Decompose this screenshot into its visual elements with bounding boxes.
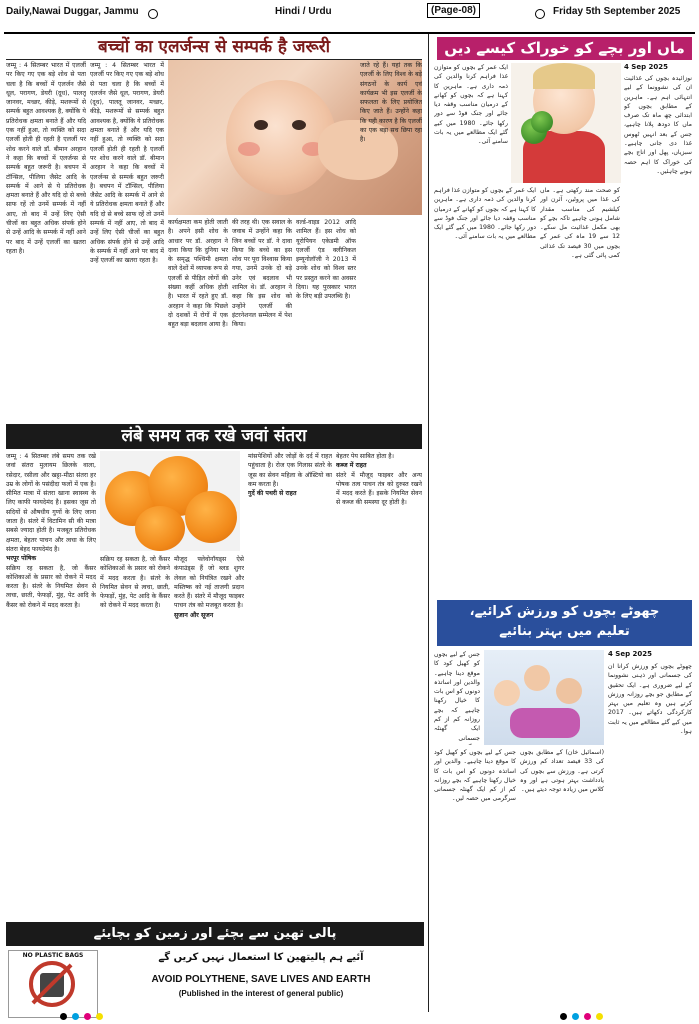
orange-col-5-more: संतरे में मौजूद फाइबर और अन्य पोषक तत्व पाचन तंत्र को दुरुस्त रखने में मदद करते हैं। इसके नियमित सेवन से कब्ज की समस्या दूर होती है। (336, 471, 422, 507)
allergy-col-1b: जम्मू : 4 सितम्बर भारत में एलर्जी पर किए गए एक बड़े शोध से पता चला है कि बच्चों में एलर्जन जैसे धूल, परागण, डेयरी (दूध), पालतू जानवर, मच्छर, कीड़े, मशरूमों से सम्पर्क बहुत आवश्यक है, क्योंकि ये प्रतिरोधक क्षमता बनाते हैं और यदि एक नहीं हुआ, तो व्यक्ति को सदा एलर्जी होती ही रहती है एलर्जी पर शोध करने वाले डॉ. बीमान अरहान ने कहा कि बच्चों में एलर्जन्स से सम्पर्क बहुत जरूरी है। बचपन में टॉन्सिल, पीलिया जैसेट आदि के सम्पर्क में आने से ये प्रतिरोधक क्षमता बनाते हैं और यदि दो से बच्चे साफ रहें तो उनमें सम्पर्क में नहीं आए, तो बाद में उन्हें लिए ऐसी चीजों का बहुत अधिक संपर्क होने से उन्हें आदि के सम्पर्क में नहीं आने पर बाद में उन्हें एलर्जी का खतरा रहता है। (90, 62, 164, 265)
exercise-headline-line-2: تعلیم میں بہتر بنائیے (499, 624, 630, 639)
exercise-headline-line-1: چھوٹے بچوں کو ورزش کرائیے، (469, 604, 660, 619)
orange-photo (100, 451, 240, 551)
orange-segment-shape (135, 506, 185, 551)
orange-col-5 (336, 452, 422, 920)
magenta-swatch (84, 1013, 91, 1020)
orange-col-3-text: मौजूद फ्लेवोनॉयड्स ऐसे कंपाउंड्स हैं जो ब्लड शुगर लेवल को नियंत्रित रखने और मस्तिष्क को नई ताजगी प्रदान करते हैं। संतरे में मौजूद फाइबर पाचन तंत्र को मजबूत करता है। (174, 556, 244, 610)
allergy-col-2: कार्यक्षमता कम होती जाती है। अपने इसी शोध के आधार पर डॉ. अरहान ने दावा किया कि दुनिया भर के समृद्ध पश्चिमी क्षमता वाले देशों में व्यापक रूप से एलर्जी से पीड़ित लोगों की संख्या कहीं अधिक होती है। भारत में रहते हुए डॉ. अरहान ने कहा कि पिछले दो दशकों में रोगों में एक बहुत बड़ा बदलाव आया है। (168, 219, 228, 329)
allergy-col-5: जाते रहे हैं। यहां तक कि एलर्जी के लिए विश्व के बड़े संगठनों के कार्य एवं कार्यक्रम भी इस एलर्जी के सफलता के लिए प्रयोजित किए जाते हैं। उन्होंने कहा कि यही कारण है कि एलर्जी का एक बड़ा सच छिपा रहा है। (360, 62, 422, 144)
orange-col-2: सक्रिय रह सकता है, जो कैंसर कोशिकाओं के प्रसार को रोकने में मदद करता है। संतरे के नियमित सेवन से त्वचा, छाती, फेफड़ों, मुंह, पेट आदि के कैंसर को रोकने में मदद करता है। (100, 556, 170, 610)
black-swatch (60, 1013, 67, 1020)
child-shape (524, 665, 550, 691)
public-interest-note: (Published in the interest of general public) (178, 989, 344, 998)
color-registration-strip (60, 1013, 103, 1021)
child-shape (556, 678, 582, 704)
food-col-mid: کو صحت مند رکھتی ہے۔ ماں کی غذا میں پروٹین، آئرن اور کیلشیم کی مناسب مقدار شامل ہونی چاہیے تاکہ بچے کو بھی مکمل غذائیت مل سکے۔ 12 سے 19 ماہ کی عمر کے بچوں میں 30 فیصد تک غذائی کمی پائی گئی ہے۔ (540, 187, 620, 260)
mat-shape (510, 708, 580, 738)
food-col-right: نوزائیدہ بچوں کی غذائیت ان کی نشوونما کے لیے انتہائی اہم ہے۔ ماہرین کے مطابق بچوں کو ابتدائی چھ ماہ تک صرف ماں کا دودھ پلانا چاہیے، جس کے بعد انہیں ٹھوس غذا دی جانی چاہیے۔ سبزیاں، پھل اور اناج بچے کی خوراک کا اہم حصہ ہونے چاہئیں۔ (624, 75, 692, 175)
orange-col-4-text: मांसपेशियों और जोड़ों के दर्द में राहत पहुंचाता है। रोज एक गिलास संतरे के जूस का सेवन महिला के ऑस्टियो का कम करता है। (248, 453, 332, 488)
registration-mark-icon (535, 9, 545, 19)
yellow-swatch (596, 1013, 603, 1020)
allergy-col-1: जम्मू : 4 सितम्बर भारत में एलर्जी पर किए गए एक बड़े शोध से पता चला है कि बच्चों में एलर्जन जैसे धूल, परागण, डेयरी (दूध), पालतू जानवर, मच्छर, कीड़े, मशरूमों से सम्पर्क बहुत आवश्यक है, क्योंकि ये प्रतिरोधक क्षमता बनाते हैं और यदि एक नहीं हुआ, तो व्यक्ति को सदा एलर्जी होती ही रहती है एलर्जी पर शोध करने वाले डॉ. बीमान अरहान ने कहा कि बच्चों में एलर्जन्स से सम्पर्क बहुत जरूरी है। बचपन में टॉन्सिल, पीलिया जैसेट आदि के सम्पर्क में आने से ये प्रतिरोधक क्षमता बनाते हैं और यदि दो से बच्चे साफ रहें तो उनमें सम्पर्क में नहीं आए, तो बाद में उन्हें लिए ऐसी चीजों का बहुत अधिक संपर्क होने से उन्हें आदि के सम्पर्क में नहीं आने पर बाद में उन्हें एलर्जी का खतरा रहता है। (6, 62, 86, 255)
orange-headline: लंबे समय तक रखे जवां संतरा (6, 424, 422, 449)
allergy-headline: बच्चों का एलर्जन्स से सम्पर्क है जरूरी (6, 36, 422, 58)
polythene-banner: پالی تھین سے بچئے اور زمین کو بچایئے (6, 922, 424, 946)
food-col-left-top: ایک عمر کے بچوں کو متوازن غذا فراہم کرنا والدین کی ذمہ داری ہے۔ ماہرین کا کہنا ہے کہ بچوں کو کھانے کے درمیان مناسب وقفہ دیا جائے اور جنک فوڈ سے دور رکھا جائے۔ 1980 میں کیے گئے ایک مطالعے میں یہ بات سامنے آئی۔ (434, 64, 508, 146)
orange-col-5-text: बेहतर पेय साबित होता है। (336, 453, 394, 460)
yellow-swatch (96, 1013, 103, 1020)
orange-col-1-more: सक्रिय रह सकता है, जो कैंसर कोशिकाओं के प्रसार को रोकने में मदद करता है। संतरे के नियमित सेवन से त्वचा, छाती, फेफड़ों, मुंह, पेट आदि के कैंसर को रोकने में मदद करता है। (6, 564, 96, 609)
eye-shape (292, 120, 306, 130)
broccoli-shape (531, 111, 553, 133)
orange-col-1 (6, 452, 96, 922)
allergy-col-4: वर्ल्ड-वाइड 2012 आदि शामिल हैं। इस शोध को यूरोपियन एकेडमी ऑफ एलर्जी एंड क्लीनिकल इम्यूनोलॉजी ने 2013 में उनके शोध को विश्व स्तर पर प्रस्तुत करने का अवसर दिया। यह पुरस्कार भारत के लिए बड़ी उपलब्धि है। (296, 219, 356, 301)
orange-subhead-4: कब्ज में राहत (336, 462, 367, 470)
child-shape (494, 680, 520, 706)
page-number: (Page-08) (427, 3, 480, 18)
allergy-col-3: की तरह थी। एक सवाल के जवाब में उन्होंने कहा कि जिन बच्चों पर डॉ. ने दावा किया कि बच्चे का इस शोध पर पूरा विश्वास किया गया, उनमें उनके दो बड़े उनेर एवं बदलाव भी शामिल थे। डॉ. अरहान ने कहा कि इस शोध को उन्होंने एलर्जी की इंटरनेशनल सम्मेलन में पेश किया। (232, 219, 292, 329)
cheek-shape (238, 142, 260, 156)
exercise-col-left: جس کے لیے بچوں کو کھیل کود کا موقع دینا چاہیے۔ والدین اور اساتذہ دونوں کو اس بات کا خیال رکھنا چاہیے کہ بچے روزانہ کم از کم ایک گھنٹہ جسمانی سرگرمی میں حصہ لیں۔ (434, 749, 516, 803)
food-col-left: ایک عمر کے بچوں کو متوازن غذا فراہم کرنا والدین کی ذمہ داری ہے۔ ماہرین کا کہنا ہے کہ بچوں کو کھانے کے درمیان مناسب وقفہ دیا جائے اور جنک فوڈ سے دور رکھا جائے۔ 1980 میں کیے گئے ایک مطالعے میں یہ بات سامنے آئی۔ (434, 187, 536, 241)
magenta-swatch (584, 1013, 591, 1020)
exercise-headline (437, 600, 692, 646)
polythene-english-line: AVOID POLYTHENE, SAVE LIVES AND EARTH (151, 974, 371, 985)
orange-subhead-3: गुर्दे की पथरी से राहत (248, 490, 297, 498)
black-swatch (560, 1013, 567, 1020)
issue-date: Friday 5th September 2025 (553, 6, 681, 17)
paper-name: Daily,Nawai Duggar, Jammu (6, 6, 139, 17)
kids-exercise-photo (484, 650, 604, 745)
cyan-swatch (72, 1013, 79, 1020)
language-label: Hindi / Urdu (275, 6, 332, 17)
orange-col-3 (174, 555, 244, 920)
cyan-swatch (572, 1013, 579, 1020)
polythene-urdu-line: آئیے ہم پالیتھین کا استعمال نہیں کریں گے (158, 952, 364, 963)
eye-shape (254, 120, 268, 130)
orange-subhead-1: भरपूर पोषिक (6, 555, 37, 563)
no-plastic-label: NO PLASTIC BAGS (22, 952, 84, 959)
food-dateline: 4 Sep 2025 (624, 63, 669, 71)
exercise-col-left-top: جس کے لیے بچوں کو کھیل کود کا موقع دینا چاہیے۔ والدین اور اساتذہ دونوں کو اس بات کا خیال رکھنا چاہیے کہ بچے روزانہ کم از کم ایک گھنٹہ جسمانی (434, 651, 480, 742)
orange-col-4 (248, 452, 332, 920)
orange-col-1-text: जम्मू : 4 सितम्बर लंबे समय तक रखे जवां संतरा मुलायम छिलके वाला, रसेदार, रसीला और खट्टा-मीठा संतरा हर उम्र के लोगों के पसंदीदा फलों में एक है। सीमित मात्रा में संतरा खाना स्वास्थ्य के लिए काफी फायदेमंद है। इसका जूस तो सदियों से औषधीय गुणों के लिए जाना जाता है। संतरे में विटामिन सी की मात्रा सबसे ज्यादा होती है। मजबूत प्रतिरोधक क्षमता, बेहतर पाचन और त्वचा के लिए संतरा बेहद फायदेमंद है। (6, 453, 96, 553)
exercise-col-right: چھوٹے بچوں کو ورزش کرانا ان کی جسمانی اور ذہنی نشوونما کے لیے ضروری ہے۔ ایک تحقیق کے مطابق جو بچے روزانہ ورزش کرتے ہیں وہ تعلیم میں بہتر کارکردگی دکھاتے ہیں۔ 2017 میں کیے گئے مطالعے میں یہ ثابت ہوا۔ (608, 663, 692, 736)
hair-shape (533, 63, 595, 89)
column-divider (428, 34, 429, 1012)
orange-segment-shape (185, 491, 237, 543)
food-headline: ماں اور بچے کو خوراک کیسے دیں (437, 37, 692, 60)
exercise-col-mid: (اسمائیل خان) کے مطابق بچوں کی 33 فیصد تعداد کم ورزش کرتی ہے۔ ورزش سے بچوں کی یادداشت بہتر ہوتی ہے اور وہ کلاس میں زیادہ توجہ دیتے ہیں۔ (520, 749, 604, 794)
exercise-dateline: 4 Sep 2025 (608, 650, 653, 658)
orange-subhead-2: सुजान और सूजन (174, 611, 214, 619)
child-broccoli-photo (511, 63, 621, 183)
registration-mark-icon (148, 9, 158, 19)
color-registration-strip (560, 1013, 603, 1021)
no-plastic-graphic (8, 950, 98, 1018)
